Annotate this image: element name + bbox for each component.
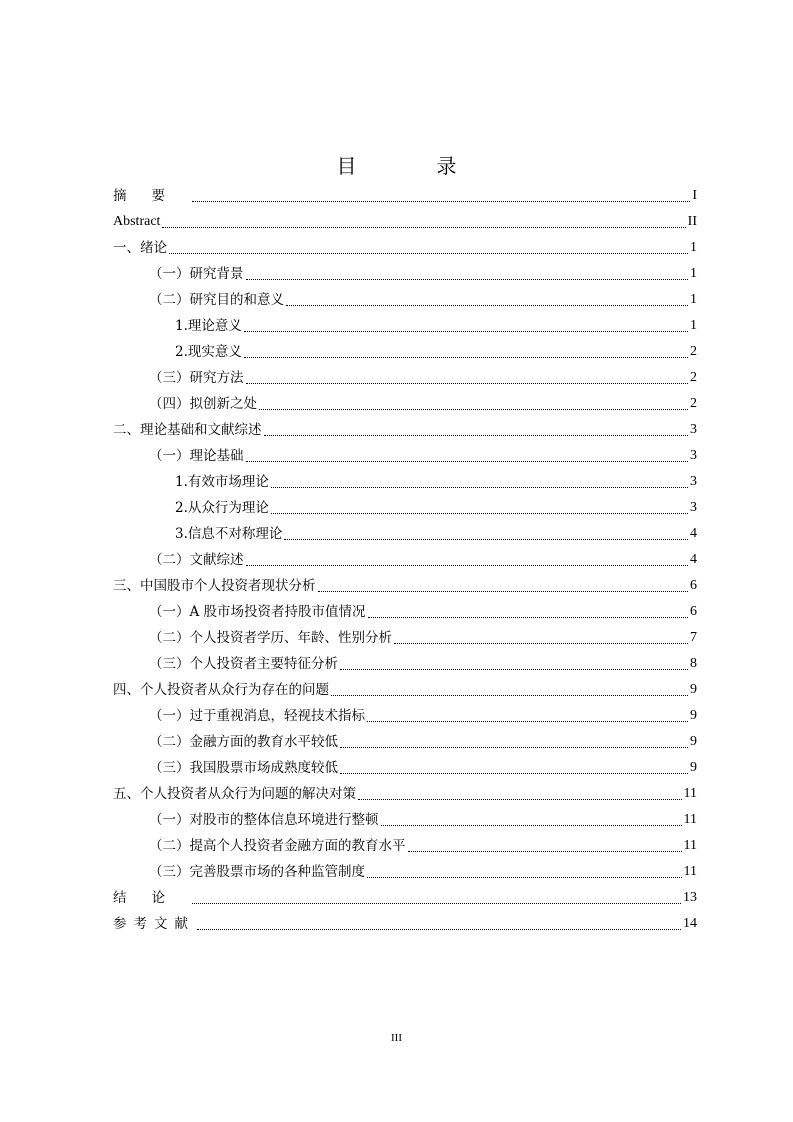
toc-entry[interactable] — [113, 337, 697, 363]
toc-entry-page: 13 — [683, 890, 697, 905]
dot-leader — [340, 773, 688, 774]
toc-entry-label: （一）过于重视消息，轻视技术指标 — [149, 708, 365, 724]
dot-leader — [246, 279, 689, 280]
toc-entry-label: （二）文献综述 — [149, 552, 244, 568]
dot-leader — [286, 305, 688, 306]
dot-leader — [197, 929, 681, 930]
dot-leader — [259, 409, 688, 410]
toc-entry-label: 1.理论意义 — [175, 318, 242, 334]
toc-entry-page: 6 — [690, 578, 697, 593]
dot-leader — [318, 591, 689, 592]
toc-entry[interactable] — [113, 259, 697, 285]
toc-entry[interactable] — [113, 675, 697, 701]
dot-leader — [162, 227, 685, 228]
toc-entry-page: 3 — [690, 474, 697, 489]
toc-entry-label: 一、绪论 — [113, 240, 167, 256]
toc-entry-label: 2.从众行为理论 — [175, 500, 269, 516]
toc-entry-label: （二）个人投资者学历、年龄、性别分析 — [149, 630, 392, 646]
toc-entry[interactable] — [113, 909, 697, 935]
toc-entry[interactable] — [113, 415, 697, 441]
toc-entry[interactable] — [113, 233, 697, 259]
toc-entry-label: 摘要 — [113, 188, 190, 204]
toc-entry[interactable] — [113, 363, 697, 389]
toc-entry-label: 2.现实意义 — [175, 344, 242, 360]
toc-entry[interactable] — [113, 467, 697, 493]
toc-entry-label: 四、个人投资者从众行为存在的问题 — [113, 682, 329, 698]
toc-entry-label: 五、个人投资者从众行为问题的解决对策 — [113, 786, 356, 802]
toc-entry[interactable] — [113, 389, 697, 415]
toc-entry[interactable] — [113, 779, 697, 805]
toc-entry[interactable] — [113, 831, 697, 857]
toc-entry-page: 9 — [690, 682, 697, 697]
dot-leader — [331, 695, 688, 696]
toc-entry[interactable] — [113, 181, 697, 207]
dot-leader — [408, 851, 682, 852]
toc-entry[interactable] — [113, 285, 697, 311]
toc-entry-label: （一）对股市的整体信息环境进行整顿 — [149, 812, 379, 828]
toc-entry-page: I — [692, 188, 697, 203]
dot-leader — [367, 877, 682, 878]
dot-leader — [246, 461, 689, 462]
toc-entry-label: 3.信息不对称理论 — [175, 526, 283, 542]
toc-entry-page: 11 — [683, 838, 697, 853]
toc-entry-label: 参考文献 — [113, 916, 195, 932]
toc-entry-label: Abstract — [113, 214, 161, 229]
toc-entry[interactable] — [113, 623, 697, 649]
toc-entry-label: （一）研究背景 — [149, 266, 244, 282]
toc-entry-label: （三）个人投资者主要特征分析 — [149, 656, 338, 672]
toc-entry-page: 1 — [690, 240, 697, 255]
toc-entry[interactable] — [113, 545, 697, 571]
toc-entry-page: 3 — [690, 500, 697, 515]
dot-leader — [271, 487, 688, 488]
toc-entry[interactable] — [113, 597, 697, 623]
dot-leader — [169, 253, 688, 254]
toc-entry-label: （三）我国股票市场成熟度较低 — [149, 760, 338, 776]
toc-entry-label: （四）拟创新之处 — [149, 396, 257, 412]
page-title: 目 录 — [336, 154, 487, 178]
toc-entry[interactable] — [113, 493, 697, 519]
toc-entry-page: II — [687, 214, 697, 229]
toc-entry[interactable] — [113, 805, 697, 831]
toc-entry-label: 三、中国股市个人投资者现状分析 — [113, 578, 316, 594]
toc-entry[interactable] — [113, 441, 697, 467]
toc-entry-page: 7 — [690, 630, 697, 645]
toc-entry-label: 二、理论基础和文献综述 — [113, 422, 262, 438]
toc-entry[interactable] — [113, 571, 697, 597]
toc-entry-page: 1 — [690, 318, 697, 333]
toc-entry-page: 2 — [690, 396, 697, 411]
toc-entry-page: 3 — [690, 448, 697, 463]
toc-entry-page: 4 — [690, 526, 697, 541]
toc-entry-page: 1 — [690, 292, 697, 307]
toc-entry-page: 1 — [690, 266, 697, 281]
toc-entry-label: 1.有效市场理论 — [175, 474, 269, 490]
toc-entry[interactable] — [113, 753, 697, 779]
dot-leader — [358, 799, 682, 800]
toc-entry-page: 9 — [690, 708, 697, 723]
toc-entry-label: （一）A 股市场投资者持股市值情况 — [149, 604, 366, 620]
toc-entry-page: 6 — [690, 604, 697, 619]
toc-entry-page: 11 — [683, 864, 697, 879]
dot-leader — [368, 617, 688, 618]
toc-entry-page: 9 — [690, 734, 697, 749]
toc-entry[interactable] — [113, 207, 697, 233]
dot-leader — [246, 565, 689, 566]
page-number: III — [391, 1032, 402, 1044]
dot-leader — [192, 903, 681, 904]
toc-entry-page: 3 — [690, 422, 697, 437]
dot-leader — [340, 669, 688, 670]
dot-leader — [340, 747, 688, 748]
toc-entry-label: （二）提高个人投资者金融方面的教育水平 — [149, 838, 406, 854]
toc-entry-label: （三）完善股票市场的各种监管制度 — [149, 864, 365, 880]
toc-entry[interactable] — [113, 519, 697, 545]
dot-leader — [244, 331, 688, 332]
toc-entry-page: 2 — [690, 370, 697, 385]
toc-entry-label: （二）金融方面的教育水平较低 — [149, 734, 338, 750]
toc-entry-page: 14 — [683, 916, 697, 931]
dot-leader — [192, 201, 690, 202]
toc-entry[interactable] — [113, 649, 697, 675]
dot-leader — [264, 435, 689, 436]
toc-entry-page: 2 — [690, 344, 697, 359]
table-of-contents — [113, 181, 697, 935]
dot-leader — [367, 721, 688, 722]
toc-entry-label: （一）理论基础 — [149, 448, 244, 464]
toc-entry-page: 9 — [690, 760, 697, 775]
dot-leader — [381, 825, 682, 826]
toc-entry[interactable] — [113, 857, 697, 883]
toc-entry-page: 11 — [683, 786, 697, 801]
toc-entry[interactable] — [113, 727, 697, 753]
toc-entry-page: 4 — [690, 552, 697, 567]
toc-entry-label: 结论 — [113, 890, 190, 906]
toc-entry[interactable] — [113, 311, 697, 337]
dot-leader — [244, 357, 688, 358]
toc-entry[interactable] — [113, 883, 697, 909]
dot-leader — [394, 643, 688, 644]
toc-entry[interactable] — [113, 701, 697, 727]
toc-entry-page: 8 — [690, 656, 697, 671]
toc-entry-label: （二）研究目的和意义 — [149, 292, 284, 308]
dot-leader — [284, 539, 688, 540]
toc-entry-page: 11 — [683, 812, 697, 827]
dot-leader — [246, 383, 689, 384]
dot-leader — [271, 513, 688, 514]
toc-entry-label: （三）研究方法 — [149, 370, 244, 386]
